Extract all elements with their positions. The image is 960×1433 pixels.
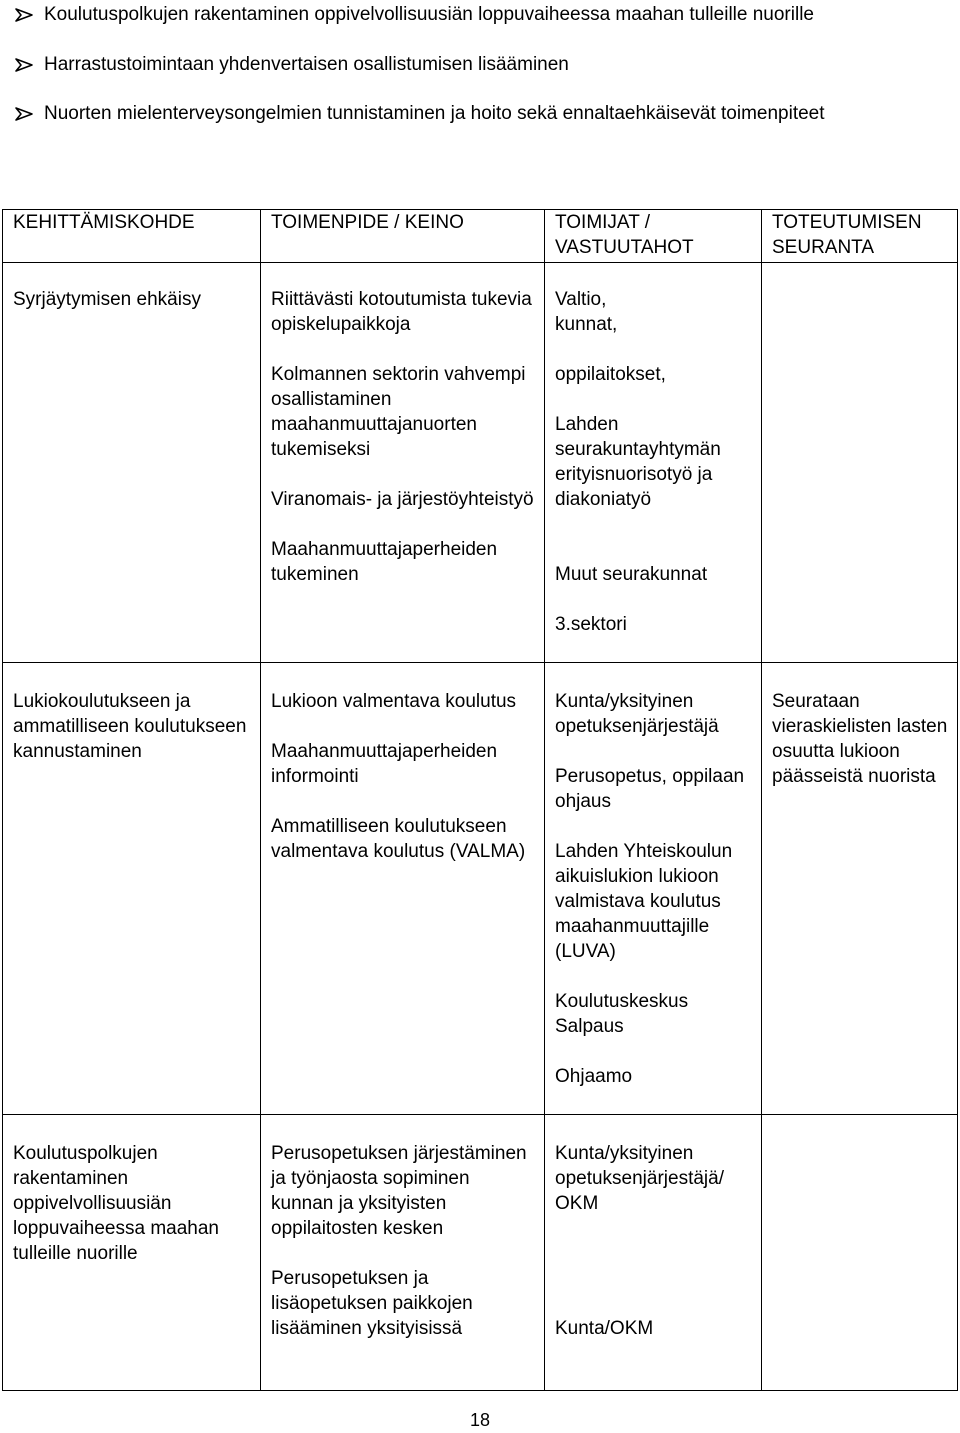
header-cell: KEHITTÄMISKOHDE [3, 210, 261, 263]
actors-cell: Kunta/yksityinen opetuksenjärjestäjä Perusopetus, oppilaan ohjaus Lahden Yhteiskoulun aikuislukion lukioon valmistava koulutus maahanmuuttajille (LUVA) Koulutuskeskus Salpaus Ohjaamo [545, 663, 762, 1115]
table-row [3, 663, 958, 1115]
bullet-text: Koulutuspolkujen rakentaminen oppivelvollisuusiän loppuvaiheessa maahan tulleille nuorille [44, 4, 814, 25]
header-cell: TOIMENPIDE / KEINO [261, 210, 545, 263]
target-cell: Koulutuspolkujen rakentaminen oppivelvollisuusiän loppuvaiheessa maahan tulleille nuorille [3, 1115, 261, 1391]
measures-cell: Perusopetuksen järjestäminen ja työnjaosta sopiminen kunnan ja yksityisten oppilaitosten kesken Perusopetuksen ja lisäopetuksen paikkojen lisääminen yksityisissä [261, 1115, 545, 1391]
page-number: 18 [469, 1410, 491, 1430]
measures-cell: Lukioon valmentava koulutus Maahanmuuttajaperheiden informointi Ammatilliseen koulutukseen valmentava koulutus (VALMA) [261, 663, 545, 1115]
arrow-bullet-icon [14, 106, 44, 122]
arrow-bullet-icon [14, 57, 44, 73]
action-plan-table [2, 209, 958, 1391]
header-cell: TOTEUTUMISEN SEURANTA [762, 210, 958, 263]
bullet-text: Nuorten mielenterveysongelmien tunnistaminen ja hoito sekä ennaltaehkäisevät toimenpiteet [44, 103, 825, 124]
bullet-item [14, 101, 825, 126]
monitoring-cell [762, 263, 958, 663]
arrow-bullet-icon [14, 7, 44, 23]
table-header-row [3, 210, 958, 263]
actors-cell: Valtio, kunnat, oppilaitokset, Lahden seurakuntayhtymän erityisnuorisotyö ja diakoniatyö Muut seurakunnat 3.sektori [545, 263, 762, 663]
monitoring-cell: Seurataan vieraskielisten lasten osuutta lukioon päässeistä nuorista [762, 663, 958, 1115]
header-cell: TOIMIJAT / VASTUUTAHOT [545, 210, 762, 263]
measures-cell: Riittävästi kotoutumista tukevia opiskelupaikkoja Kolmannen sektorin vahvempi osallistaminen maahanmuuttajanuorten tukemiseksi Viranomais- ja järjestöyhteistyö Maahanmuuttajaperheiden tukeminen [261, 263, 545, 663]
table-row [3, 263, 958, 663]
table-row [3, 1115, 958, 1391]
bullet-item [14, 52, 569, 77]
bullet-item [14, 2, 814, 27]
actors-cell: Kunta/yksityinen opetuksenjärjestäjä/ OKM Kunta/OKM [545, 1115, 762, 1391]
target-cell: Syrjäytymisen ehkäisy [3, 263, 261, 663]
bullet-text: Harrastustoimintaan yhdenvertaisen osallistumisen lisääminen [44, 54, 569, 75]
target-cell: Lukiokoulutukseen ja ammatilliseen koulutukseen kannustaminen [3, 663, 261, 1115]
monitoring-cell [762, 1115, 958, 1391]
